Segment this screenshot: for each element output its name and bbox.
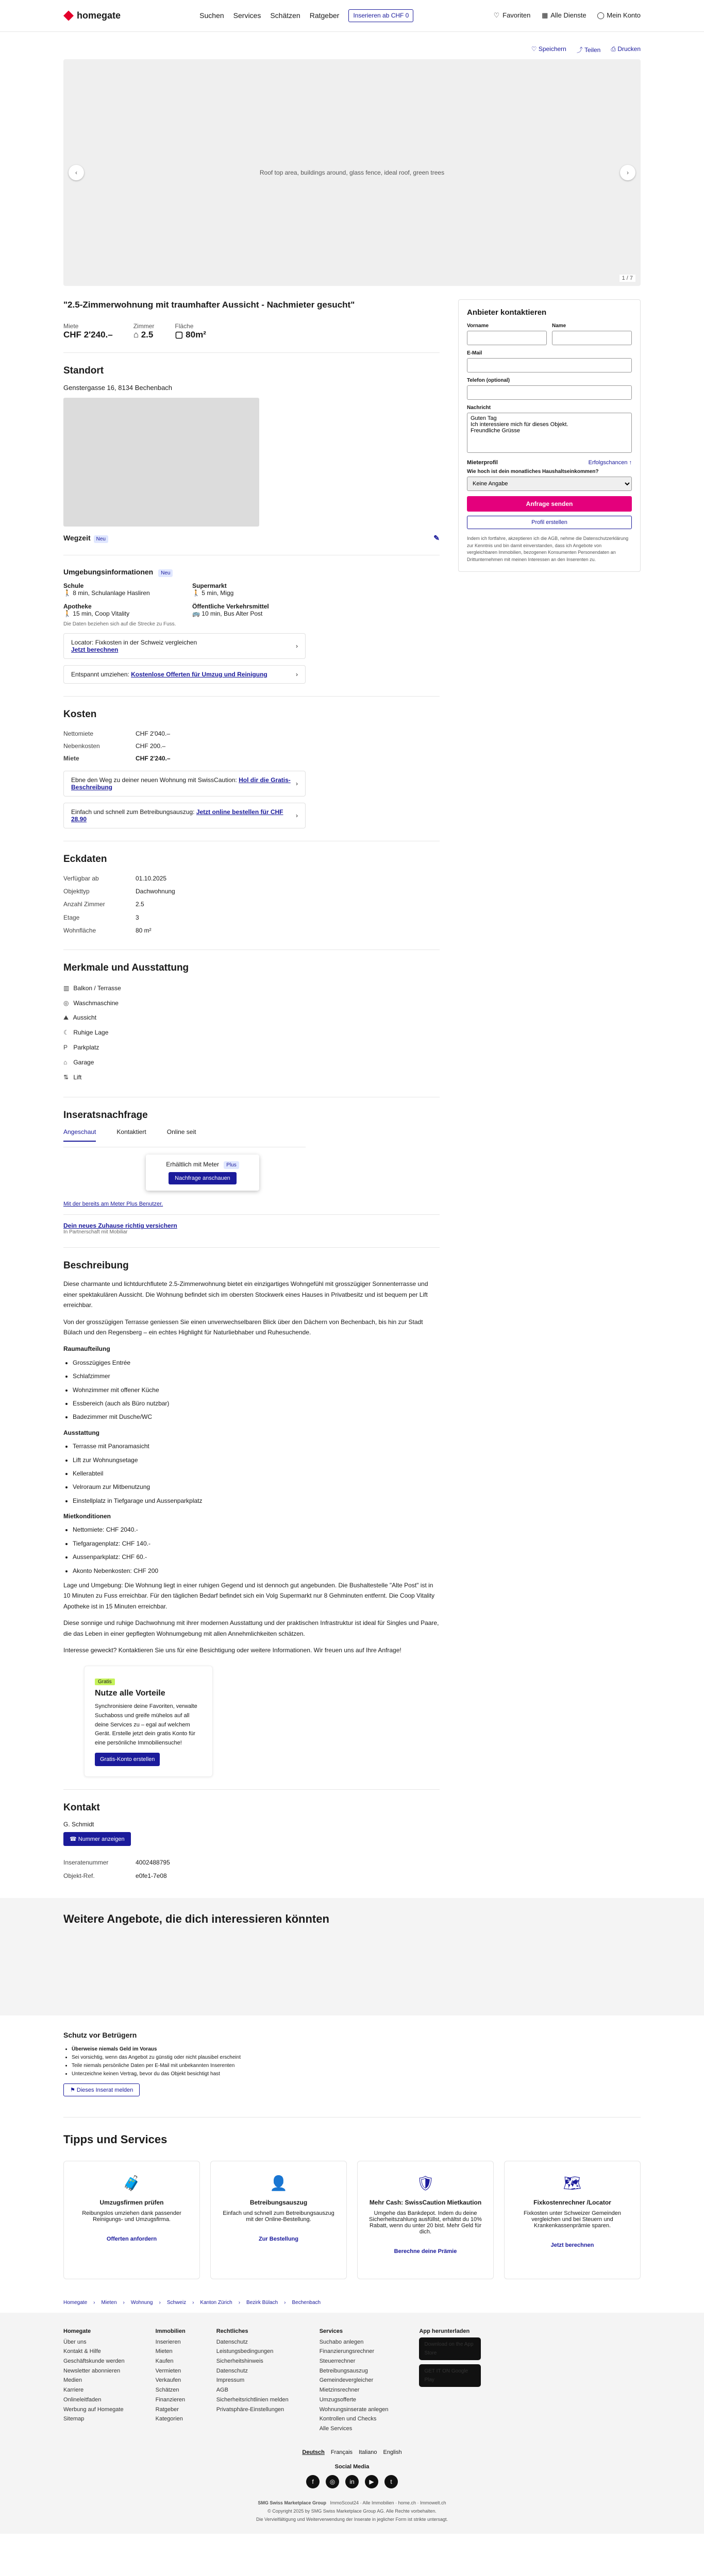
flaeche-label: Fläche: [175, 322, 194, 330]
erfolgschancen-label: Erfolgschancen ↑: [588, 460, 632, 466]
infra-supermarket-label: Supermarkt: [192, 582, 227, 589]
favoriten-link[interactable]: [493, 11, 531, 20]
tip-card[interactable]: [63, 2161, 200, 2279]
promo-locator-text: Locator: Fixkosten in der Schweiz vergleichen: [71, 638, 197, 646]
income-question: Wie hoch ist dein monatliches Haushaltseinkommen?: [467, 469, 599, 474]
gallery-counter: 1 / 7: [619, 275, 635, 282]
fact-value: 2.5: [136, 901, 144, 908]
desc-subheading: Mietkonditionen: [63, 1513, 111, 1520]
tip-desc: Einfach und schnell zum Betreibungsauszug mit der Online-Bestellung.: [223, 2210, 334, 2223]
cost-value: CHF 2'240.–: [136, 754, 171, 762]
email-label: E-Mail: [467, 350, 482, 356]
promo-swisscaution[interactable]: [63, 771, 306, 796]
tip-title: Mehr Cash: SwissCaution Mietkaution: [369, 2198, 482, 2206]
app-store-badge[interactable]: Download on the App Store: [419, 2337, 481, 2360]
cost-key: Miete: [63, 754, 79, 762]
social-heading: Social Media: [334, 2463, 370, 2470]
contact-form: [458, 299, 641, 572]
twitter-icon[interactable]: t: [384, 2475, 398, 2488]
list-item: • Nettomiete: CHF 2040.-: [73, 1524, 440, 1535]
insurance-partner: In Partnerschaft mit Mobiliar: [63, 1229, 128, 1235]
footer-link[interactable]: Finanzieren: [155, 2396, 186, 2403]
tip-title: Betreibungsauszug: [249, 2198, 308, 2206]
footer-column-heading: Services: [319, 2328, 343, 2334]
listing-title: "2.5-Zimmerwohnung mit traumhafter Aussicht - Nachmieter gesucht": [63, 300, 355, 310]
facts-table: [63, 872, 440, 937]
features-list: [63, 981, 440, 1085]
footer-link[interactable]: Impressum: [216, 2377, 245, 2384]
nav-suchen[interactable]: Suchen: [199, 11, 224, 20]
breadcrumb-item[interactable]: Bezirk Bülach: [246, 2299, 278, 2306]
tips-heading: Tipps und Services: [63, 2132, 167, 2146]
description: [63, 1279, 440, 1655]
create-profile-button[interactable]: Profil erstellen: [467, 516, 632, 529]
infra-transport-label: Öffentliche Verkehrsmittel: [192, 602, 269, 610]
chevron-right-icon: ›: [296, 811, 298, 819]
moving-icon: 🧳: [123, 2175, 141, 2191]
instagram-icon[interactable]: ◎: [326, 2475, 339, 2488]
walk-icon: 🚶: [63, 609, 73, 617]
save-label: Speichern: [538, 45, 566, 53]
list-item: • Einstellplatz in Tiefgarage und Aussenparkplatz: [73, 1496, 440, 1506]
mein-konto-label: Mein Konto: [607, 11, 641, 20]
list-item: • Sei vorsichtig, wenn das Angebot zu günstig oder nicht plausibel erscheint: [72, 2054, 641, 2062]
footer-column: [419, 2328, 481, 2434]
promo-umzug[interactable]: [63, 665, 306, 684]
location-map[interactable]: [63, 398, 259, 527]
footer-link[interactable]: Verkaufen: [155, 2377, 181, 2384]
footer-link[interactable]: Kontrollen und Checks: [319, 2416, 377, 2422]
footer-link[interactable]: Sicherheitshinweis: [216, 2358, 263, 2365]
site-header: [0, 0, 704, 32]
nachfrage-heading: Inseratsnachfrage: [63, 1110, 148, 1121]
view-icon: ⛰: [63, 1014, 69, 1022]
tip-link[interactable]: Offerten anfordern: [106, 2235, 157, 2242]
name-label: Name: [552, 323, 566, 329]
fraud-heading: Schutz vor Betrügern: [63, 2030, 137, 2039]
footer-link[interactable]: Mietzinsrechner: [319, 2387, 360, 2394]
breadcrumb-item[interactable]: Kanton Zürich: [200, 2299, 232, 2306]
list-item: • Essbereich (auch als Büro nutzbar): [73, 1398, 440, 1409]
rooms-icon: ⌂: [133, 329, 141, 340]
desc-subheading: Raumaufteilung: [63, 1345, 110, 1353]
footer-link[interactable]: Vermieten: [155, 2367, 181, 2374]
footer-link[interactable]: Steuerrechner: [319, 2358, 356, 2365]
breadcrumb-item[interactable]: Schweiz: [166, 2299, 187, 2306]
facebook-icon[interactable]: f: [306, 2475, 320, 2488]
list-item: • Wohnzimmer mit offener Küche: [73, 1385, 440, 1395]
footer-link[interactable]: Leistungsbedingungen: [216, 2348, 274, 2355]
breadcrumb-item[interactable]: Bechenbach: [292, 2299, 321, 2306]
promo-locator[interactable]: [63, 633, 306, 659]
footer-link[interactable]: Betreibungsauszug: [319, 2367, 368, 2374]
feature-item: ⇅ Lift: [63, 1070, 440, 1085]
print-label: Drucken: [617, 45, 641, 53]
list-item: • Kellerabteil: [73, 1468, 440, 1479]
vorteile-title: Nutze alle Vorteile: [95, 1689, 165, 1698]
report-button[interactable]: ⚑ Dieses Inserat melden: [63, 2083, 140, 2096]
logo[interactable]: [63, 10, 121, 21]
infra-pharmacy-value: 15 min, Coop Vitality: [73, 609, 130, 617]
footer-column: [156, 2328, 186, 2434]
desc-paragraph: Von der grosszügigen Terrasse geniessen Sie einen unverwechselbaren Blick über den Dächern von Bechenbach, bis hin zur Stadt Bülach und den Regensberg – ein echtes Highlight für Naturliebhaber und Ruhesuchende.: [63, 1318, 423, 1336]
tab-angeschaut[interactable]: Angeschaut: [63, 1128, 96, 1142]
logo-text: homegate: [77, 10, 121, 21]
cost-value: CHF 200.–: [136, 742, 166, 750]
image-gallery[interactable]: [63, 59, 641, 286]
list-item: • Akonto Nebenkosten: CHF 200: [73, 1566, 440, 1576]
standort-heading: Standort: [63, 365, 104, 376]
fact-value: 3: [136, 913, 139, 921]
footer-link[interactable]: Kontakt & Hilfe: [63, 2348, 101, 2355]
tip-link[interactable]: Zur Bestellung: [258, 2235, 298, 2242]
footer-link[interactable]: Ratgeber: [155, 2406, 179, 2413]
main-nav: [199, 9, 413, 22]
footer-link[interactable]: Gemeindevergleicher: [319, 2377, 374, 2384]
tip-title: Umzugsfirmen prüfen: [99, 2198, 164, 2206]
breadcrumb: Homegate › Mieten › Wohnung › Schweiz › Kanton Zürich › Bezirk Bülach › Bechenbach: [63, 2299, 321, 2306]
eckdaten-heading: Eckdaten: [63, 853, 107, 865]
meter-plus-link[interactable]: Mit der bereits am Meter Plus Benutzer.: [63, 1201, 163, 1208]
quiet-icon: ☾: [63, 1029, 69, 1037]
desc-paragraph: Lage und Umgebung: Die Wohnung liegt in einer ruhigen Gegend und ist dennoch gut angebunden. Die Bushaltestelle "Alte Post" ist in 10 Minuten zu Fuss erreichbar. Für den täglichen Bedarf befindet sich ein Volg Supermarkt nur 8 Gehminuten entfernt. Die Coop Vitality Apotheke ist in 15 Minuten erreichbar.: [63, 1582, 435, 1610]
list-item: • Schlafzimmer: [73, 1371, 440, 1381]
contact-key: Inseratenummer: [63, 1859, 109, 1867]
key-facts: [63, 323, 440, 340]
list-item: • Grosszügiges Entrée: [73, 1358, 440, 1368]
lang-de[interactable]: Deutsch: [302, 2449, 325, 2455]
telefon-label: Telefon (optional): [467, 378, 510, 383]
contact-key: Objekt-Ref.: [63, 1872, 95, 1879]
kosten-heading: Kosten: [63, 708, 97, 720]
footer-link[interactable]: Kaufen: [155, 2358, 174, 2365]
footer-link[interactable]: Sitemap: [63, 2416, 85, 2422]
costs-table: [63, 727, 440, 765]
infra-transport-value: 10 min, Bus Alter Post: [202, 609, 263, 617]
create-account-button[interactable]: Gratis-Konto erstellen: [95, 1753, 160, 1766]
footer-column: [320, 2328, 389, 2434]
washer-icon: ◎: [63, 999, 69, 1007]
alle-dienste-label: Alle Dienste: [550, 11, 586, 20]
lang-it[interactable]: Italiano: [359, 2449, 377, 2455]
breadcrumb-item[interactable]: Homegate: [63, 2299, 88, 2306]
listing-actions: [63, 32, 641, 59]
betreibung-text: Einfach und schnell zum Betreibungsauszug:: [71, 808, 195, 816]
footer-link[interactable]: Alle Services: [319, 2425, 353, 2432]
nav-schaetzen[interactable]: Schätzen: [270, 11, 300, 20]
feature-item: ⌂ Garage: [63, 1055, 440, 1070]
footer-link[interactable]: Onlineleitfaden: [63, 2396, 102, 2403]
share-button[interactable]: [577, 45, 601, 54]
copyright: © Copyright 2025 by SMG Swiss Marketplace Group AG. Alle Rechte vorbehalten.: [267, 2508, 437, 2514]
new-badge: Neu: [94, 535, 108, 543]
desc-subheading: Ausstattung: [63, 1429, 99, 1436]
group-links[interactable]: ImmoScout24 · Alle Immobilien · home.ch · Immowelt.ch: [330, 2500, 446, 2505]
logo-mark-icon: [63, 10, 74, 21]
tip-card[interactable]: [504, 2161, 641, 2279]
tab-online-seit[interactable]: Online seit: [166, 1128, 196, 1136]
contact-name: G. Schmidt: [63, 1821, 94, 1828]
flaeche-value: 80m²: [186, 329, 206, 340]
fraud-protection: [63, 2015, 641, 2112]
feature-item: ☾ Ruhige Lage: [63, 1025, 440, 1040]
nachfrage-anschauen-button[interactable]: Nachfrage anschauen: [169, 1172, 237, 1184]
promo-umzug-link[interactable]: Kostenlose Offerten für Umzug und Reinigung: [131, 670, 267, 678]
shield-icon: 🛡: [416, 2175, 435, 2191]
vorteile-text: Synchronisiere deine Favoriten, verwalte Suchaboss und greife mühelos auf all deine Services zu – egal auf welchem Gerät. Erstelle jetzt dein gratis Konto für eine persönliche Immobiliensuche!: [95, 1703, 197, 1746]
heart-icon: ♡: [493, 11, 500, 20]
cost-key: Nettomiete: [63, 730, 94, 737]
language-switcher: [63, 2449, 641, 2455]
tip-link[interactable]: Jetzt berechnen: [550, 2242, 594, 2248]
breadcrumb-item[interactable]: Mieten: [101, 2299, 117, 2306]
promo-locator-link[interactable]: Jetzt berechnen: [71, 646, 119, 653]
footer-link[interactable]: Karriere: [63, 2387, 84, 2394]
youtube-icon[interactable]: ▶: [365, 2475, 378, 2488]
insurance-promo[interactable]: [63, 1222, 306, 1235]
walk-icon: 🚶: [192, 589, 202, 597]
contact-value: e0fe1-7e08: [136, 1872, 167, 1879]
footer-link[interactable]: Umzugsofferte: [319, 2396, 357, 2403]
gratis-tag: Gratis: [95, 1679, 115, 1685]
infra-pharmacy-label: Apotheke: [63, 602, 92, 610]
area-icon: ▢: [175, 329, 186, 340]
message-textarea[interactable]: [467, 413, 632, 453]
footer-link[interactable]: Mieten: [155, 2348, 173, 2355]
document-icon: 👤: [270, 2175, 288, 2191]
parking-icon: P: [63, 1044, 68, 1052]
show-number-button[interactable]: ☎ Nummer anzeigen: [63, 1832, 131, 1846]
infra-school-value: 8 min, Schulanlage Hasliren: [73, 589, 150, 597]
bus-icon: 🚌: [192, 609, 202, 617]
footer-column-heading: Rechtliches: [216, 2328, 248, 2334]
lang-en[interactable]: English: [383, 2449, 402, 2455]
chevron-right-icon: ›: [296, 670, 298, 678]
nachricht-label: Nachricht: [467, 405, 491, 411]
infra-heading: Umgebungsinformationen Neu: [63, 568, 440, 576]
tip-link[interactable]: Berechne deine Prämie: [394, 2248, 457, 2255]
submit-button[interactable]: Anfrage senden: [467, 496, 632, 512]
promo-betreibung[interactable]: [63, 803, 306, 828]
flag-icon: ⚑: [70, 2087, 77, 2093]
cost-key: Nebenkosten: [63, 742, 100, 750]
chevron-right-icon: ›: [296, 779, 298, 787]
nachfrage-popup: [146, 1155, 259, 1191]
nachfrage-tabs: [63, 1128, 306, 1147]
infra-grid: [63, 582, 300, 617]
footer-column: [216, 2328, 289, 2434]
fact-key: Anzahl Zimmer: [63, 901, 105, 908]
lang-fr[interactable]: Français: [330, 2449, 353, 2455]
miete-label: Miete: [63, 322, 79, 330]
popup-text: Erhältlich mit Meter: [166, 1161, 219, 1168]
merkmale-heading: Merkmale und Ausstattung: [63, 962, 189, 973]
footer-link[interactable]: Suchabo anlegen: [319, 2338, 364, 2345]
telefon-input[interactable]: [467, 385, 632, 400]
footer-note: Die Vervielfältigung und Weiterverwendung der Inserate in jeglicher Form ist strikte untersagt.: [256, 2516, 448, 2522]
chevron-right-icon: ›: [296, 642, 298, 650]
form-heading: Anbieter kontaktieren: [467, 308, 547, 317]
list-item: • Terrasse mit Panoramasicht: [73, 1441, 440, 1451]
footer-link[interactable]: Datenschutz: [216, 2367, 248, 2374]
user-icon: ◯: [597, 11, 605, 20]
fact-key: Objekttyp: [63, 888, 90, 895]
fact-value: 01.10.2025: [136, 874, 167, 882]
wegzeit-label: Wegzeit: [63, 534, 91, 543]
feature-item: ◎ Waschmaschine: [63, 996, 440, 1011]
fact-key: Wohnfläche: [63, 926, 96, 934]
footer-link[interactable]: Wohnungsinserate anlegen: [319, 2406, 389, 2413]
tip-desc: Fixkosten unter Schweizer Gemeinden vergleichen und bei Steuern und Krankenkassenprämie sparen.: [524, 2210, 621, 2229]
income-select[interactable]: [467, 477, 632, 491]
footer-column-heading: App herunterladen: [419, 2328, 470, 2334]
vorname-input[interactable]: [467, 331, 547, 345]
nav-services[interactable]: Services: [233, 11, 261, 20]
footer-link[interactable]: Werbung auf Homegate: [63, 2406, 124, 2413]
footer-link[interactable]: Sicherheitsrichtlinien melden: [216, 2396, 289, 2403]
list-item: • Teile niemals persönliche Daten per E-Mail mit unbekannten Inserenten: [72, 2062, 641, 2070]
beschreibung-heading: Beschreibung: [63, 1260, 129, 1272]
gallery-next-button[interactable]: ›: [620, 165, 635, 180]
list-item: • Velroraum zur Mitbenutzung: [73, 1482, 440, 1492]
promo-umzug-text: Entspannt umziehen:: [71, 670, 129, 678]
site-footer: [0, 2313, 704, 2534]
contact-section: [63, 1802, 440, 1882]
grid-icon: ▦: [542, 11, 548, 20]
infra-school-label: Schule: [63, 582, 84, 589]
alle-dienste-link[interactable]: [541, 11, 586, 20]
tip-card[interactable]: [210, 2161, 347, 2279]
heart-icon: ♡: [531, 45, 537, 53]
footer-column-heading: Homegate: [63, 2328, 91, 2334]
gallery-prev-button[interactable]: ‹: [69, 165, 84, 180]
list-item: • Tiefgaragenplatz: CHF 140.-: [73, 1538, 440, 1549]
tip-desc: Reibungslos umziehen dank passender Reinigungs- und Umzugsfirma.: [82, 2210, 181, 2223]
tab-kontaktiert[interactable]: Kontaktiert: [116, 1128, 146, 1136]
balcony-icon: ▥: [63, 984, 70, 992]
betreibung-link[interactable]: Jetzt online bestellen für CHF 28.90: [71, 808, 283, 823]
footer-link[interactable]: Medien: [63, 2377, 82, 2384]
desc-paragraph: Diese charmante und lichtdurchflutete 2.5-Zimmerwohnung bietet ein einzigartiges Wohngefühl mit grosszügiger Sonnenterrasse und einer spektakulären Aussicht. Die Wohnung befindet sich im obersten Stockwerk eines Hauses in Privatbesitz und ist bequem per Lift erreichbar.: [63, 1280, 428, 1309]
fact-key: Verfügbar ab: [63, 874, 99, 882]
printer-icon: ⎙: [611, 45, 616, 53]
list-item: • Aussenparkplatz: CHF 60.-: [73, 1552, 440, 1562]
zimmer-label: Zimmer: [133, 322, 155, 330]
mein-konto-link[interactable]: [597, 11, 641, 20]
more-offers-heading: Weitere Angebote, die dich interessieren könnten: [63, 1912, 329, 1925]
desc-paragraph: Interesse geweckt? Kontaktieren Sie uns für eine Besichtigung oder weitere Informationen. Wir freuen uns auf Ihre Anfrage!: [63, 1647, 401, 1654]
email-input[interactable]: [467, 358, 632, 372]
tip-title: Fixkostenrechner /Locator: [533, 2198, 611, 2206]
footer-link[interactable]: Inserieren: [155, 2338, 181, 2345]
mietprofil-label: Mieterprofil: [467, 460, 498, 466]
tip-desc: Umgehe das Bankdepot. Indem du deine Sicherheitszahlung ausfüllst, erhältst du 10% Rabatt, wenn du unter 20 bist. Mehr Geld für dich.: [369, 2210, 482, 2235]
tip-card[interactable]: [357, 2161, 494, 2279]
nav-ratgeber[interactable]: Ratgeber: [309, 11, 340, 20]
map-icon: 🗺: [563, 2175, 582, 2191]
zimmer-value: 2.5: [141, 329, 154, 340]
print-button[interactable]: [611, 45, 641, 54]
infra-note: Die Daten beziehen sich auf die Strecke zu Fuss.: [63, 621, 176, 627]
fact-key: Etage: [63, 913, 80, 921]
feature-item: ⛰ Aussicht: [63, 1010, 440, 1025]
footer-link[interactable]: Geschäftskunde werden: [63, 2358, 125, 2365]
edit-icon[interactable]: ✎: [433, 533, 440, 542]
phone-icon: ☎: [70, 1836, 78, 1843]
name-input[interactable]: [552, 331, 632, 345]
feature-item: ▥ Balkon / Terrasse: [63, 981, 440, 996]
list-item: • Unterzeichne keinen Vertrag, bevor du das Objekt besichtigt hast: [72, 2070, 641, 2078]
inserieren-button[interactable]: Inserieren ab CHF 0: [348, 9, 413, 22]
fact-value: Dachwohnung: [136, 888, 175, 895]
garage-icon: ⌂: [63, 1058, 68, 1066]
feature-item: P Parkplatz: [63, 1040, 440, 1055]
address: Genstergasse 16, 8134 Bechenbach: [63, 383, 173, 392]
infra-supermarket-value: 5 min, Migg: [202, 589, 234, 597]
save-button[interactable]: [531, 45, 566, 54]
swisscaution-link[interactable]: Hol dir die Gratis-Beschreibung: [71, 776, 291, 791]
insurance-link[interactable]: Dein neues Zuhause richtig versichern: [63, 1222, 177, 1230]
favoriten-label: Favoriten: [502, 11, 531, 20]
miete-value: CHF 2'240.–: [63, 329, 113, 340]
footer-link[interactable]: Schätzen: [155, 2387, 179, 2394]
share-label: Teilen: [584, 46, 601, 54]
footer-link[interactable]: Privatsphäre-Einstellungen: [216, 2406, 284, 2413]
linkedin-icon[interactable]: in: [345, 2475, 359, 2488]
app-store-badge[interactable]: GET IT ON Google Play: [419, 2364, 481, 2387]
footer-link[interactable]: Datenschutz: [216, 2338, 248, 2345]
tips-section: [63, 2133, 641, 2279]
contact-value: 4002488795: [136, 1859, 170, 1867]
smg-label: SMG Swiss Marketplace Group: [258, 2500, 326, 2505]
footer-link[interactable]: Newsletter abonnieren: [63, 2367, 121, 2374]
cost-value: CHF 2'040.–: [136, 730, 170, 737]
form-legal-text: Indem ich fortfahre, akzeptieren ich die AGB, nehme die Datenschutzerklärung zur Kenntnis und bin damit einverstanden, dass ich Angebote von vergleichbaren Immobilien, bezogenen Konsumenten Personendaten an Drittunternehmen mit meinen Interessen an den Inserenten zu.: [467, 536, 629, 562]
school-icon: 🚶: [63, 589, 73, 597]
desc-paragraph: Diese sonnige und ruhige Dachwohnung mit ihrer modernen Ausstattung und der praktischen Infrastruktur ist ideal für Singles und Paare, die das Leben in einer gepflegten Wohnumgebung mit allen Annehmlichkeiten schätzen.: [63, 1619, 439, 1637]
vorname-label: Vorname: [467, 323, 489, 329]
swisscaution-text: Ebne den Weg zu deiner neuen Wohnung mit SwissCaution:: [71, 776, 237, 784]
footer-column-heading: Immobilien: [155, 2328, 186, 2334]
more-offers-section: [0, 1898, 704, 2015]
footer-column: [63, 2328, 125, 2434]
footer-link[interactable]: Finanzierungsrechner: [319, 2348, 375, 2355]
list-item: • Überweise niemals Geld im Voraus: [72, 2045, 641, 2054]
footer-link[interactable]: Kategorien: [155, 2416, 183, 2422]
footer-link[interactable]: AGB: [216, 2387, 228, 2394]
gallery-image-alt: Roof top area, buildings around, glass fence, ideal roof, green trees: [259, 169, 445, 176]
plus-badge: Plus: [224, 1161, 239, 1169]
list-item: • Badezimmer mit Dusche/WC: [73, 1412, 440, 1422]
vorteile-card: [84, 1666, 213, 1777]
list-item: • Lift zur Wohnungsetage: [73, 1455, 440, 1465]
breadcrumb-item[interactable]: Wohnung: [130, 2299, 153, 2306]
fact-value: 80 m²: [136, 926, 152, 934]
lift-icon: ⇅: [63, 1073, 69, 1081]
share-icon: ⤴: [576, 46, 583, 54]
footer-link[interactable]: Über uns: [63, 2338, 87, 2345]
kontakt-heading: Kontakt: [63, 1802, 100, 1814]
infra-new-badge: Neu: [158, 569, 173, 577]
